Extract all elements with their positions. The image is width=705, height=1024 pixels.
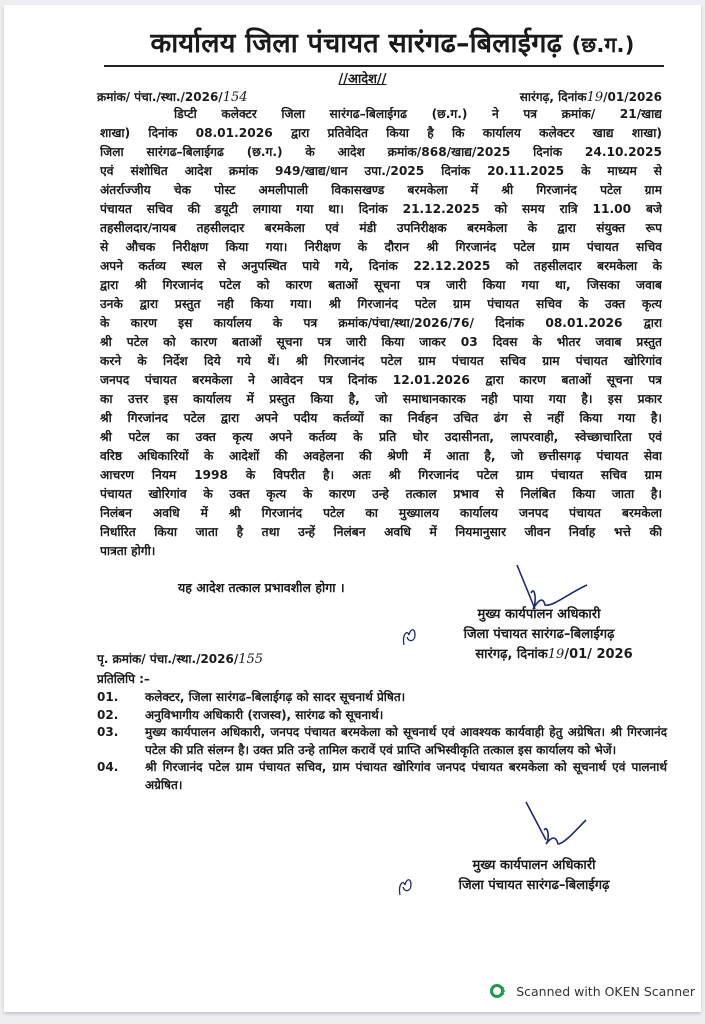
body-line: से औचक निरीक्षण किया गया। निरीक्षण के दौरान श्री गिरजानंद पटेल ग्राम पंचायत सचिव <box>100 240 662 254</box>
body-line: के कारण इस कार्यालय के पत्र क्रमांक/पंचा/स्था/2026/76/ दिनांक 08.01.2026 द्वारा <box>100 316 662 330</box>
endorsement-ref-prefix: पृ. क्रमांक/ पंचा./स्था./2026/ <box>97 652 239 666</box>
signatory-1-designation: मुख्य कार्यपालन अधिकारी <box>477 607 601 622</box>
place-date-prefix: सारंगढ़, दिनांक <box>519 90 587 104</box>
body-line: वरिष्ठ अधिकारियों के आदेशों की अवहेलना की श्रेणी में आता है, जो छत्तीसगढ़ पंचायत सेवा <box>100 449 662 463</box>
signatory-1-place-date <box>409 645 669 665</box>
signatory-1-office: जिला पंचायत सारंगढ–बिलाईगढ़ <box>463 627 615 642</box>
copy-item-text: अनुविभागीय अधिकारी (राजस्व), सारंगढ को सूचनार्थ। <box>145 707 384 722</box>
scanner-watermark-text: Scanned with OKEN Scanner <box>516 983 695 999</box>
copy-list-item <box>97 689 667 707</box>
body-line: डिप्टी कलेक्टर जिला सारंगढ–बिलाईगढ (छ.ग.) ने पत्र क्रमांक/ 21/खाद्य <box>174 107 662 121</box>
signatory-2-office: जिला पंचायत सारंगढ–बिलाईगढ़ <box>458 878 610 893</box>
scanner-watermark <box>490 983 695 999</box>
copy-item-text: मुख्य कार्यपालन अधिकारी, जनपद पंचायत बरमकेला को सूचनार्थ एवं आवश्यक कार्यवाही हेतु अग्रेषित। श्री गिरजानंद पटेल की प्रति संलग्न है। उक्त प्रति उन्हे तामिल करावें एवं प्राप्ति अभिस्वीकृति तत्काल इस कार्यालय को भेजें। <box>145 725 667 757</box>
body-line: तहसीलदार/नायब तहसीलदार बरमकेला एवं मंडी उपनिरीक्षक बरमकेला के द्वारा संयुक्त रूप <box>100 221 662 235</box>
office-title <box>4 23 701 60</box>
copy-list <box>97 689 667 794</box>
office-title-suffix: (छ.ग.) <box>571 33 635 57</box>
place-date-suffix: /01/2026 <box>603 90 662 104</box>
body-line: श्री गिरजांनद पटेल द्वारा अपने पदीय कर्तव्यों का निर्वहन उचित ढंग से नहीं किया गया है। <box>100 411 662 425</box>
copy-item-text: श्री गिरजानंद पटेल ग्राम पंचायत सचिव, ग्राम पंचायत खोरिगांव जनपद पंचायत बरमकेला को सूचनार्थ एवं पालनार्थ अग्रेषित। <box>145 760 667 792</box>
body-line: पंचायत खोरिगांव के उक्त कृत्य के कारण उन्हे तत्काल प्रभाव से निलंबित किया जाता है। <box>100 487 662 501</box>
body-line: पंचायत सचिव की डयूटी लगाया गया था। दिनांक 21.12.2025 को समय रात्रि 11.00 बजे <box>100 202 662 216</box>
oken-scanner-logo-icon <box>490 983 506 999</box>
order-place-date <box>520 88 662 105</box>
body-line: श्री पटेल का उक्त कृत्य अपने कर्तव्य के प्रति घोर उदासीनता, लापरवाही, स्वेच्छाचारिता एवं <box>100 430 662 444</box>
order-number-handwritten: 154 <box>222 90 248 105</box>
header-divider <box>104 65 664 67</box>
copy-item-number: 04. <box>97 760 119 774</box>
document-page <box>4 5 701 1012</box>
signatory-1-date-suffix: /01/ 2026 <box>564 647 633 662</box>
order-number <box>97 88 248 105</box>
order-heading: //आदेश// <box>338 72 387 87</box>
body-line: पात्रता होगी। <box>100 544 156 558</box>
copy-item-number: 03. <box>97 725 119 739</box>
body-line: श्री पटेल को कारण बताओं सूचना पत्र जारी किया जाकर 03 दिवस के भीतर जवाब प्रस्तुत <box>100 335 662 349</box>
body-line: निर्धारित किया जाता है तथा उन्हें निलंबन अवधि में नियमानुसार जीवन निर्वाह भत्ते की <box>100 525 662 539</box>
body-line: करने के निर्देश दिये गये थें। श्री गिरजानंद पटेल ग्राम पंचायत सचिव ग्राम पंचायत खोरिगांव <box>100 354 662 368</box>
order-number-prefix: क्रमांक/ पंचा./स्था./2026/ <box>97 90 223 104</box>
copy-heading: प्रतिलिपि :– <box>97 672 150 686</box>
body-line: शाखा) दिनांक 08.01.2026 द्वारा प्रतिवेदित किया है कि कार्यालय कलेक्टर खाद्य शाखा) <box>100 126 662 140</box>
body-line: का उत्तर इस कार्यालय में प्रस्तुत किया है, जो समाधानकारक नही पाया गया है। इस प्रकार <box>100 392 662 406</box>
copy-list-item <box>97 707 667 725</box>
office-title-text: कार्यालय जिला पंचायत सारंगढ–बिलाईगढ़ <box>150 28 563 59</box>
body-line: आचरण नियम 1998 के विपरीत है। अतः श्री गिरजानंद पटेल ग्राम पंचायत सचिव ग्राम <box>100 468 662 482</box>
body-line: उनके द्वारा प्रस्तुत नही किया गया। श्री गिरजानंद पटेल ग्राम पंचायत सचिव के उक्त कृत्य <box>100 297 662 311</box>
signatory-2-designation: मुख्य कार्यपालन अधिकारी <box>472 858 596 873</box>
date-day-handwritten: 19 <box>586 90 604 105</box>
copy-list-item <box>97 724 667 759</box>
body-line: जिला सारंगढ–बिलाईगढ (छ.ग.) के आदेश क्रमांक/868/खाद्य/2025 दिनांक 24.10.2025 <box>100 145 662 159</box>
endorsement-ref-handwritten: 155 <box>238 652 264 667</box>
body-line: जनपद पंचायत बरमकेला ने आवेदन पत्र दिनांक 12.01.2026 द्वारा कारण बताओं सूचना पत्र <box>100 373 662 387</box>
signature-2 <box>524 800 614 855</box>
order-reference-line <box>97 88 662 105</box>
copy-item-number: 02. <box>97 707 119 722</box>
body-line: निलंबन अवधि में श्री गिरजानंद पटेल का मुख्यालय कार्यालय जनपद पंचायत बरमकेला <box>100 506 662 520</box>
order-body <box>100 105 662 561</box>
copy-list-item <box>97 759 667 794</box>
copy-item-text: कलेक्टर, जिला सारंगढ–बिलाईगढ़ को सादर सूचनार्थ प्रेषित। <box>145 690 406 704</box>
initial-mark-1 <box>401 625 419 647</box>
signatory-block-2 <box>399 856 669 896</box>
body-line: अंतर्राज्जीय चेक पोस्ट अमलीपाली विकासखण्ड बरमकेला में श्री गिरजानंद पटेल ग्राम <box>100 183 662 197</box>
endorsement-reference <box>97 650 263 667</box>
body-line: अपने कर्तव्य स्थल से अनुपस्थित पाये गये, दिनांक 22.12.2025 को तहसीलदार बरमकेला के <box>100 259 662 273</box>
signatory-1-date-handwritten: 19 <box>547 647 565 662</box>
effective-note: यह आदेश तत्काल प्रभावशील होगा । <box>178 580 345 595</box>
body-line: द्वारा श्री गिरजानंद पटेल को कारण बताओं सूचना पत्र जारी किया गया था, जिसका जवाब <box>100 278 662 292</box>
initial-mark-2 <box>397 875 415 897</box>
copy-item-number: 01. <box>97 690 119 704</box>
signatory-1-date-prefix: सारंगढ़, दिनांक <box>475 647 548 662</box>
signatory-block-1 <box>409 605 669 665</box>
body-line: एवं संशोधित आदेश क्रमांक 949/खाद्य/धान उपा./2025 दिनांक 20.11.2025 के माध्यम से <box>100 164 662 178</box>
